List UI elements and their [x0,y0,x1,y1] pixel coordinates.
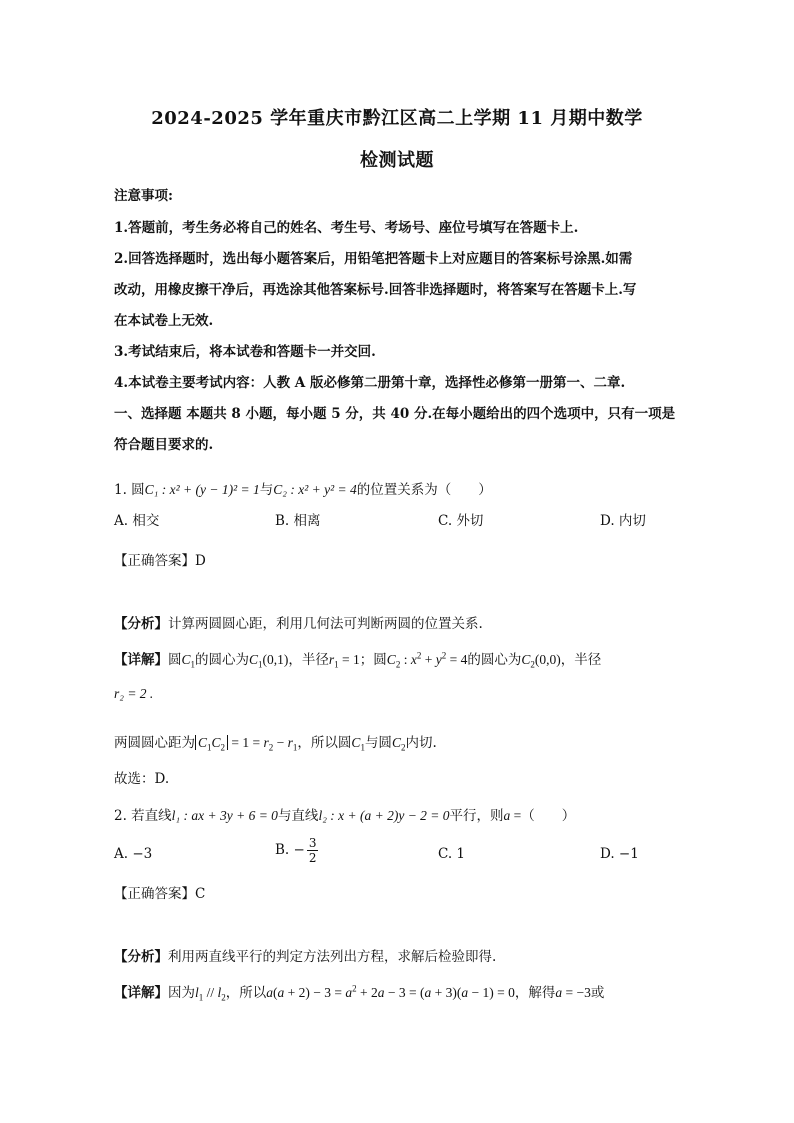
q2-detail-text: 或 [590,985,605,1001]
q1-detail-text: ，半径 [288,652,329,668]
q2-option-c: C. 1 [438,846,466,862]
q2-option-b [275,836,320,865]
q1-option-b: B. 相离 [275,513,321,529]
q2-detail-text: ，解得 [514,985,556,1001]
question-1 [114,478,492,498]
q1-detail-text: 的圆心为 [467,652,522,668]
q2-option-d: D. −1 [600,846,639,862]
q1-detail-line3: 两圆圆心距为 $C_1C_2 = 1 = r_2 - r_1$，所以圆$C_1$与圆$C_2$内切. [114,735,437,753]
note-item-4: 4.本试卷主要考试内容：人教 A 版必修第二册第十章，选择性必修第一册第一、二章. [114,375,626,391]
q2-detail-text: ，所以 [225,985,267,1001]
note-item-3: 3.考试结束后，将本试卷和答题卡一并交回. [114,344,376,360]
q2-analysis [114,945,496,965]
exam-title-line1: 2024-2025 学年重庆市黔江区高二上学期 11 月期中数学 [151,108,643,129]
q1-analysis-tag: 【分析】 [114,616,168,632]
note-item-2-end: 在本试卷上无效. [114,313,214,329]
note-item-2: 2.回答选择题时，选出每小题答案后，用铅笔把答题卡上对应题目的答案标号涂黑.如需 [114,251,633,267]
q2-suffix: 平行，则 [449,808,504,824]
fraction-denominator: 2 [308,851,317,865]
fraction-numerator: 3 [308,836,317,850]
q1-detail-text: ，半径 [560,652,602,668]
q2-analysis-text: 利用两直线平行的判定方法列出方程，求解后检验即得. [168,949,497,965]
q1-prefix: 1. 圆 [114,482,145,498]
q1-circle-c1: C₁ : x² + (y − 1)² = 1 [144,482,260,497]
q2-option-b-fraction [307,836,319,865]
q2-detail-tag: 【详解】 [114,985,168,1001]
note-item-2-cont: 改动，用橡皮擦干净后，再选涂其他答案标号.回答非选择题时，将答案写在答题卡上.写 [114,282,637,298]
q1-detail-line1: 【详解】圆$C_1$的圆心为$C_1(0,1)$，半径$r_1 = 1$；圆$C_2$ : $x^2 + y^2 = 4$的圆心为$C_2(0,0)$，半径 [114,650,602,670]
q2-suffix2: （ ） [521,808,576,824]
notes-heading: 注意事项: [114,188,173,204]
q2-line-l2: l₂ : x + (a + 2)y − 2 = 0 [318,808,450,823]
section-heading: 一、选择题 本题共 8 小题，每小题 5 分，共 40 分.在每小题给出的四个选项中，只有一项是 [114,406,676,422]
q1-detail-text: 与圆 [364,735,392,751]
q2-option-a: A. −3 [114,846,153,862]
note-item-1: 1.答题前，考生务必将自己的姓名、考生号、考场号、座位号填写在答题卡上. [114,220,579,236]
q1-option-c: C. 外切 [438,513,484,529]
q2-detail: 【详解】因为$l_1 // l_2$，所以$a(a + 2) - 3 = a^2 + 2a - 3 = (a + 3)(a - 1) = 0$，解得a = −3或 [114,983,605,1003]
q1-detail-tag: 【详解】 [114,652,168,668]
q2-line-l1: l₁ : ax + 3y + 6 = 0 [171,808,278,823]
q1-detail-text: ；圆 [359,652,387,668]
q2-detail-text: 因为 [168,985,195,1001]
q1-conclusion: 故选：D. [114,771,170,787]
q1-answer: 【正确答案】D [114,553,206,569]
q2-option-b-label: B. − [275,842,305,858]
q1-option-d: D. 内切 [600,513,646,529]
q1-detail-text: 的圆心为 [195,652,250,668]
section-heading-cont: 符合题目要求的. [114,437,214,453]
q1-detail-text: ，所以圆 [297,735,352,751]
question-2: 2. 若直线l₁ : ax + 3y + 6 = 0与直线l₂ : x + (a + 2)y − 2 = 0平行，则a =（ ） [114,808,576,824]
exam-title-line2: 检测试题 [360,150,434,171]
q1-suffix: 的位置关系为（ ） [356,482,492,498]
q1-analysis [114,612,483,632]
q1-mid: 与 [259,482,274,498]
q2-analysis-tag: 【分析】 [114,949,168,965]
q1-option-a: A. 相交 [114,513,160,529]
q1-detail-text: 两圆圆心距为 [114,735,195,751]
q1-detail-line2: r₂ = 2 . [114,686,154,701]
q1-circle-c2: C₂ : x² + y² = 4 [273,482,357,497]
q2-mid: 与直线 [277,808,319,824]
q2-prefix: 2. 若直线 [114,808,172,824]
q1-analysis-text: 计算两圆圆心距，利用几何法可判断两圆的位置关系. [168,616,483,632]
q1-detail-text: 圆 [168,652,182,668]
q1-detail-text: 内切. [405,735,437,751]
q2-answer: 【正确答案】C [114,886,206,902]
